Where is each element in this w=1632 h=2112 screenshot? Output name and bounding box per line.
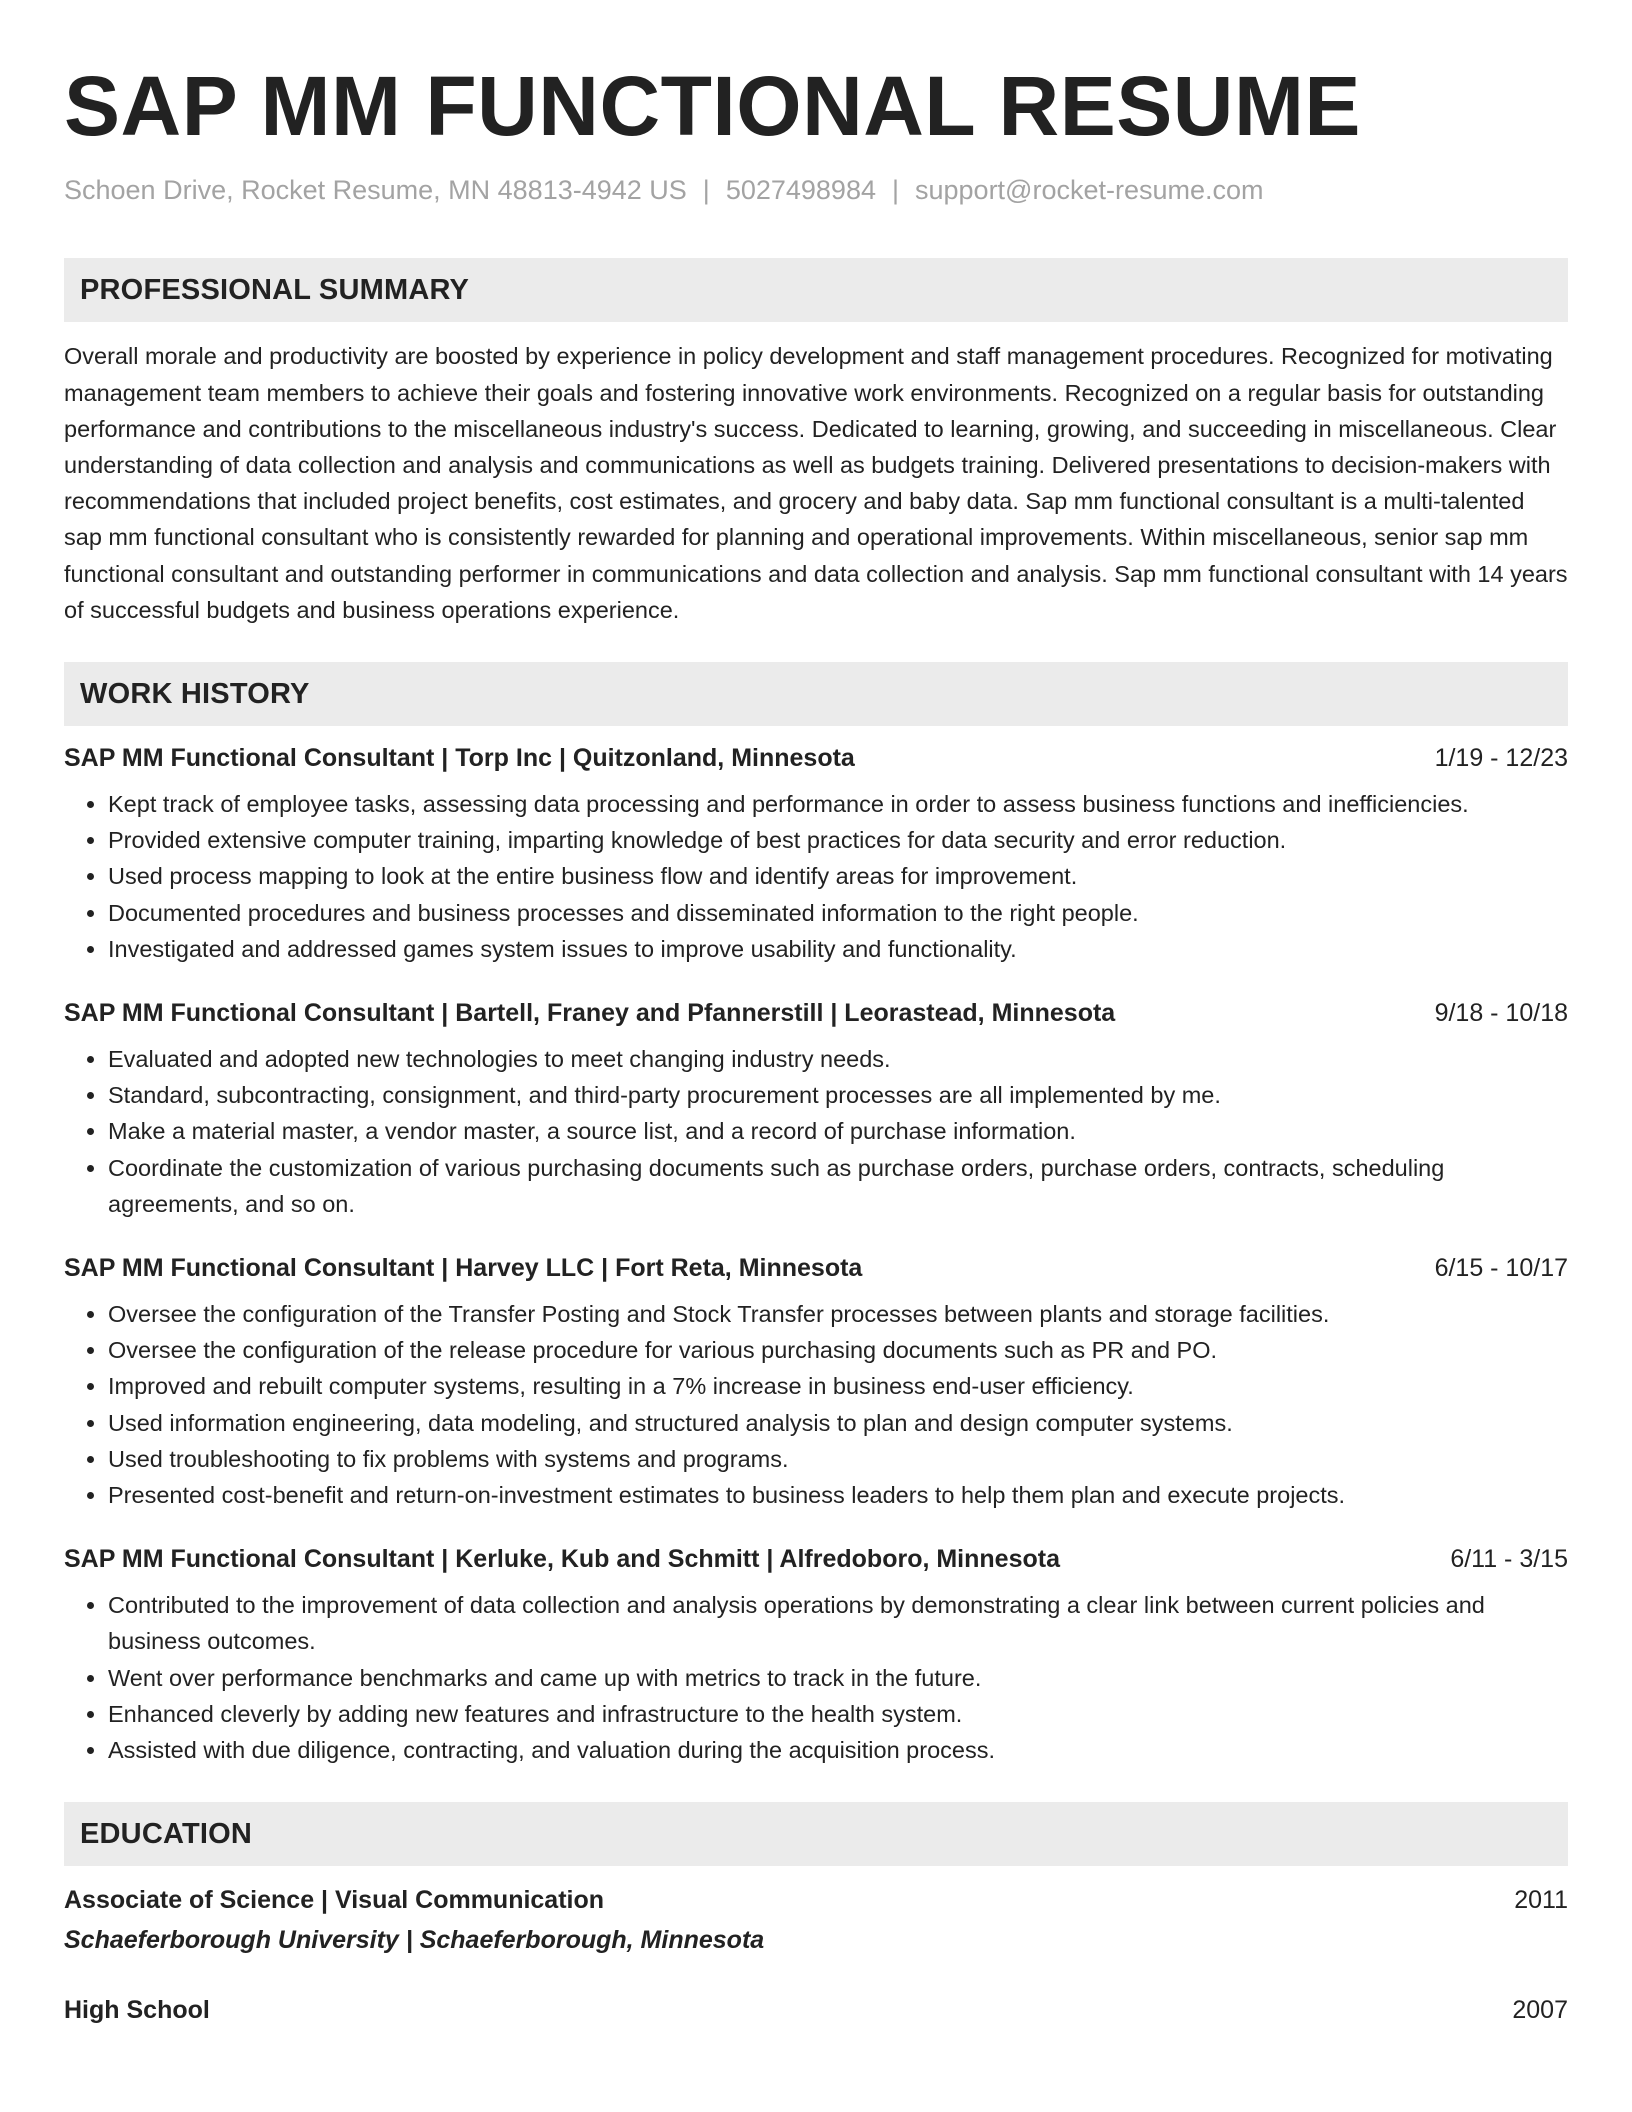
education-school: Schaeferborough University | Schaeferborough, Minnesota: [64, 1926, 765, 1955]
job-dates: 1/19 - 12/23: [1434, 744, 1568, 773]
job-bullet: • Contributed to the improvement of data collection and analysis operations by demonstrating a clear link between current policies and business outcomes.: [108, 1587, 1568, 1659]
contact-email: support@rocket-resume.com: [915, 175, 1264, 205]
job-bullet: • Used information engineering, data modeling, and structured analysis to plan and design computer systems.: [108, 1405, 1568, 1441]
job-bullet: • Improved and rebuilt computer systems, resulting in a 7% increase in business end-user efficiency.: [108, 1368, 1568, 1404]
job-title: SAP MM Functional Consultant | Harvey LLC | Fort Reta, Minnesota: [64, 1254, 863, 1283]
job-bullet: • Enhanced cleverly by adding new features and infrastructure to the health system.: [108, 1696, 1568, 1732]
job-bullet: • Used troubleshooting to fix problems with systems and programs.: [108, 1441, 1568, 1477]
education-header: [64, 1882, 1568, 1918]
education-degree: High School: [64, 1996, 210, 2025]
job-title: SAP MM Functional Consultant | Torp Inc | Quitzonland, Minnesota: [64, 744, 855, 773]
job-bullet: • Assisted with due diligence, contracting, and valuation during the acquisition process.: [108, 1732, 1568, 1768]
job-bullet: • Went over performance benchmarks and came up with metrics to track in the future.: [108, 1660, 1568, 1696]
contact-separator: |: [702, 175, 710, 205]
job-entry: [64, 995, 1568, 1222]
education-list: [64, 1882, 1568, 2028]
job-header: [64, 995, 1568, 1031]
job-bullet: • Provided extensive computer training, imparting knowledge of best practices for data security and error reduction.: [108, 822, 1568, 858]
contact-separator: |: [891, 175, 899, 205]
summary-heading: PROFESSIONAL SUMMARY: [64, 258, 1568, 322]
job-bullet: • Evaluated and adopted new technologies to meet changing industry needs.: [108, 1041, 1568, 1077]
job-bullet: • Documented procedures and business processes and disseminated information to the right people.: [108, 895, 1568, 931]
education-entry: [64, 1992, 1568, 2028]
work-history-heading: WORK HISTORY: [64, 662, 1568, 726]
job-header: [64, 1250, 1568, 1286]
job-bullet: • Standard, subcontracting, consignment, and third-party procurement processes are all implemented by me.: [108, 1077, 1568, 1113]
job-title: SAP MM Functional Consultant | Bartell, Franey and Pfannerstill | Leorastead, Minnesota: [64, 999, 1116, 1028]
work-history-list: [64, 740, 1568, 1768]
job-bullet: • Make a material master, a vendor master, a source list, and a record of purchase information.: [108, 1113, 1568, 1149]
job-bullet: • Investigated and addressed games system issues to improve usability and functionality.: [108, 931, 1568, 967]
job-header: [64, 740, 1568, 776]
education-entry: [64, 1882, 1568, 1958]
job-bullet: • Coordinate the customization of various purchasing documents such as purchase orders, purchase orders, contracts, scheduling agreements, and so on.: [108, 1150, 1568, 1222]
job-bullet: • Presented cost-benefit and return-on-investment estimates to business leaders to help them plan and execute projects.: [108, 1477, 1568, 1513]
job-bullet-list: [64, 1296, 1568, 1513]
education-degree: Associate of Science | Visual Communication: [64, 1886, 605, 1915]
job-bullet: • Kept track of employee tasks, assessing data processing and performance in order to assess business functions and inefficiencies.: [108, 786, 1568, 822]
job-title: SAP MM Functional Consultant | Kerluke, Kub and Schmitt | Alfredoboro, Minnesota: [64, 1545, 1060, 1574]
job-bullet-list: [64, 1587, 1568, 1768]
job-dates: 9/18 - 10/18: [1434, 999, 1568, 1028]
job-header: [64, 1541, 1568, 1577]
contact-line: [64, 174, 1568, 206]
job-dates: 6/11 - 3/15: [1450, 1545, 1568, 1574]
job-bullet-list: [64, 1041, 1568, 1222]
education-heading: EDUCATION: [64, 1802, 1568, 1866]
job-entry: [64, 740, 1568, 967]
job-entry: [64, 1541, 1568, 1768]
contact-phone: 5027498984: [725, 175, 876, 205]
summary-text: Overall morale and productivity are boosted by experience in policy development and staff management procedures. Recognized for motivating management team members to achieve their goals and fostering innovative work environments. Recognized on a regular basis for outstanding performance and contributions to the miscellaneous industry's success. Dedicated to learning, growing, and succeeding in miscellaneous. Clear understanding of data collection and analysis and communications as well as budgets training. Delivered presentations to decision-makers with recommendations that included project benefits, cost estimates, and grocery and baby data. Sap mm functional consultant is a multi-talented sap mm functional consultant who is consistently rewarded for planning and operational improvements. Within miscellaneous, senior sap mm functional consultant and outstanding performer in communications and data collection and analysis. Sap mm functional consultant with 14 years of successful budgets and business operations experience.: [64, 343, 1568, 623]
job-dates: 6/15 - 10/17: [1434, 1254, 1568, 1283]
job-bullet: • Oversee the configuration of the release procedure for various purchasing documents such as PR and PO.: [108, 1332, 1568, 1368]
job-bullet: • Used process mapping to look at the entire business flow and identify areas for improvement.: [108, 858, 1568, 894]
job-bullet: • Oversee the configuration of the Transfer Posting and Stock Transfer processes between plants and storage facilities.: [108, 1296, 1568, 1332]
education-header: [64, 1992, 1568, 2028]
resume-name: SAP MM FUNCTIONAL RESUME: [64, 59, 1361, 153]
job-bullet-list: [64, 786, 1568, 967]
contact-address: Schoen Drive, Rocket Resume, MN 48813-4942 US: [64, 175, 687, 205]
job-entry: [64, 1250, 1568, 1513]
education-year: 2011: [1514, 1886, 1568, 1915]
education-year: 2007: [1512, 1996, 1568, 2025]
